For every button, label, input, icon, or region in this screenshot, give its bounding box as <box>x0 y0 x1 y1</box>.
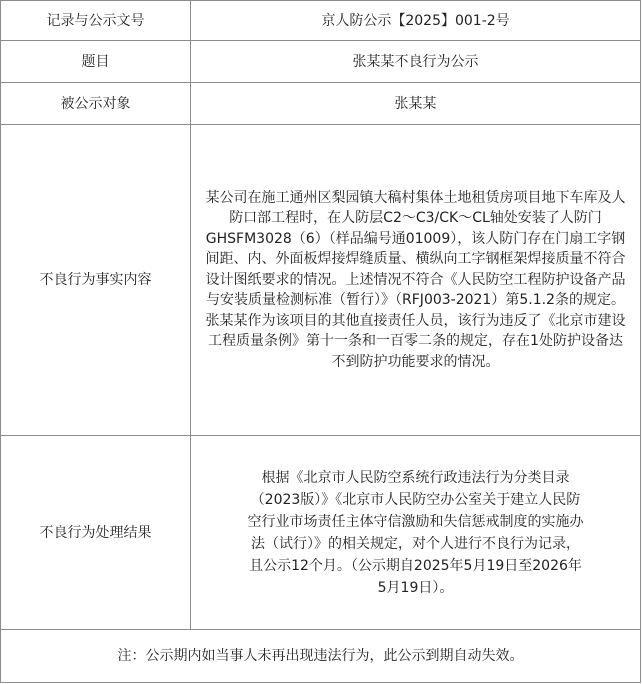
row-result <box>1 436 641 630</box>
row-doc-number <box>1 1 641 41</box>
subject-label: 题目 <box>1 41 191 83</box>
row-target <box>1 83 641 125</box>
target-label: 被公示对象 <box>1 83 191 125</box>
facts-value: 某公司在施工通州区梨园镇大稿村集体土地租赁房项目地下车库及人防口部工程时，在人防层C2～C3/CK～CL轴处安装了人防门GHSFM3028（6）（样品编号通01009），该人防门存在门扇工字钢间距、内、外面板焊接焊缝质量、横纵向工字钢框架焊接质量不符合设计图纸要求的情况。上述情况不符合《人民防空工程防护设备产品与安装质量检测标准（暂行）》（RFJ003-2021）第5.1.2条的规定。张某某作为该项目的其他直接责任人员，该行为违反了《北京市建设工程质量条例》第十一条和一百零二条的规定，存在1处防护设备达不到防护功能要求的情况。 <box>205 189 626 370</box>
target-value: 张某某 <box>191 83 641 125</box>
result-cell <box>191 436 641 630</box>
doc-number-label: 记录与公示文号 <box>1 1 191 41</box>
result-label: 不良行为处理结果 <box>1 436 191 630</box>
facts-label: 不良行为事实内容 <box>1 125 191 436</box>
row-footer <box>1 630 641 683</box>
row-subject <box>1 41 641 83</box>
result-value: 根据《北京市人民防空系统行政违法行为分类目录（2023版）》《北京市人民防空办公室关于建立人民防空行业市场责任主体守信激励和失信惩戒制度的实施办法（试行）》的相关规定，对个人进行不良行为记录，且公示12个月。（公示期自2025年5月19日至2026年5月19日）。 <box>247 469 584 596</box>
subject-value: 张某某不良行为公示 <box>191 41 641 83</box>
footer-note: 注：公示期内如当事人未再出现违法行为，此公示到期自动失效。 <box>1 630 641 683</box>
facts-cell <box>191 125 641 436</box>
row-facts <box>1 125 641 436</box>
doc-number-value: 京人防公示【2025】001-2号 <box>191 1 641 41</box>
